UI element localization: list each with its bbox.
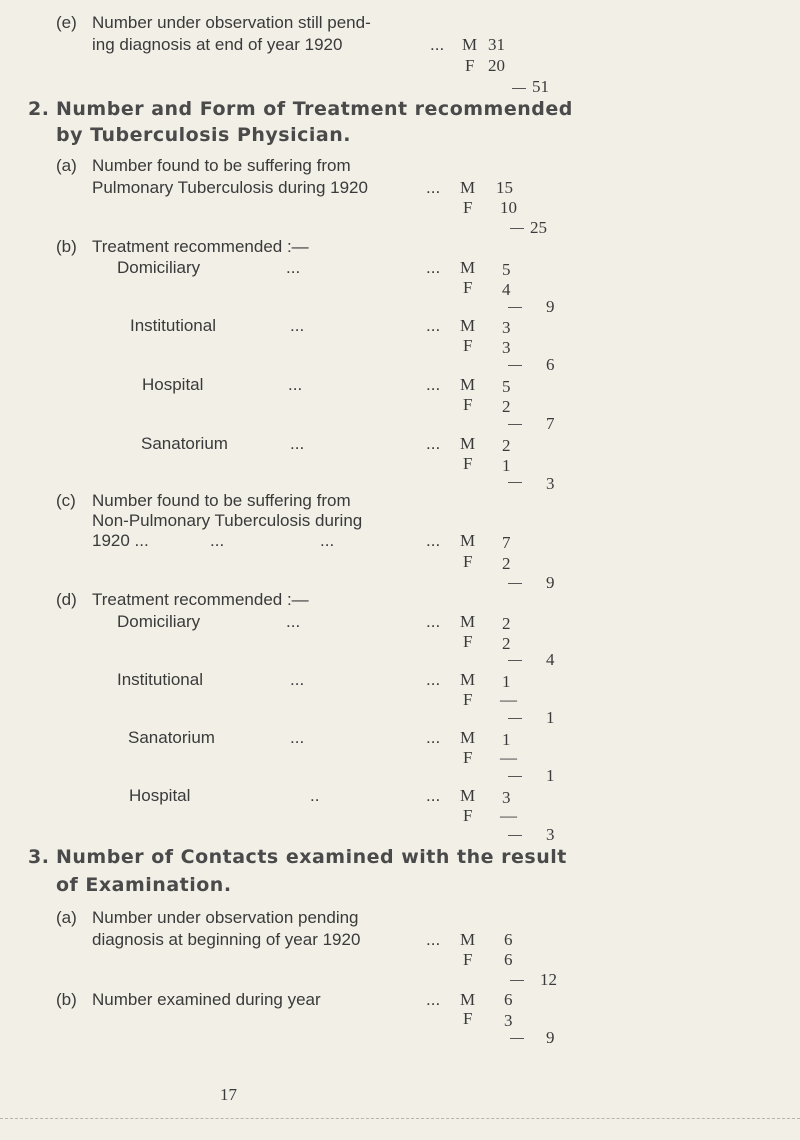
item-2c-f-label: F	[463, 552, 473, 571]
item-2b-row-label: Sanatorium	[141, 434, 228, 453]
item-e-f-value: 20	[488, 56, 505, 75]
item-2d-row-dots: ...	[286, 612, 301, 631]
item-e-marker: (e)	[56, 13, 77, 32]
item-2d-row-f-label: F	[463, 748, 473, 767]
item-3b-dots: ...	[426, 990, 441, 1009]
item-3a-f-value: 6	[504, 950, 513, 969]
item-2b-row-f-value: 3	[502, 338, 511, 357]
item-2c-line1: Number found to be suffering from	[92, 491, 351, 510]
item-2b-row-m-label: M	[460, 375, 476, 394]
item-2b-row-f-value: 4	[502, 280, 511, 299]
total-dash	[512, 88, 526, 89]
item-2b-row-f-value: 1	[502, 456, 511, 475]
section-3-heading-line2: of Examination.	[56, 874, 232, 896]
item-2b-row-dots: ...	[290, 316, 305, 335]
item-2a-f-value: 10	[500, 198, 517, 217]
item-2a-m-value: 15	[496, 178, 513, 197]
item-2b-row-label: Hospital	[142, 375, 204, 394]
section-2-number: 2.	[28, 98, 50, 120]
item-3b-m-value: 6	[504, 990, 513, 1009]
item-3a-marker: (a)	[56, 908, 77, 927]
item-2b-row-m-label: M	[460, 258, 476, 277]
item-2c-dots: ...	[426, 531, 441, 550]
total-dash	[508, 365, 522, 366]
item-e-line2: ing diagnosis at end of year 1920	[92, 35, 343, 54]
item-2d-row-m-value: 3	[502, 788, 511, 807]
item-2d-row-m-value: 1	[502, 672, 511, 691]
item-2c-dots: ...	[210, 531, 225, 550]
item-2d-row-f-value: —	[500, 690, 517, 709]
item-2b-row-f-label: F	[463, 336, 473, 355]
item-3b-m-label: M	[460, 990, 476, 1009]
section-2-heading-line1: Number and Form of Treatment recommended	[56, 98, 573, 120]
item-3a-line1: Number under observation pending	[92, 908, 359, 927]
item-3b-marker: (b)	[56, 990, 77, 1009]
item-2a-line1: Number found to be suffering from	[92, 156, 351, 175]
item-3b-f-value: 3	[504, 1011, 513, 1030]
item-2a-marker: (a)	[56, 156, 77, 175]
item-2d-row-dots: ...	[290, 728, 305, 747]
item-2b-row-total: 9	[546, 297, 555, 316]
item-2c-total: 9	[546, 573, 555, 592]
item-2b-row-f-value: 2	[502, 397, 511, 416]
item-2d-row-label: Domiciliary	[117, 612, 201, 631]
total-dash	[508, 776, 522, 777]
item-2b-row-m-value: 5	[502, 260, 511, 279]
item-2b-marker: (b)	[56, 237, 77, 256]
item-2b-row-dots: ...	[290, 434, 305, 453]
item-2b-row-m-value: 2	[502, 436, 511, 455]
item-2c-m-value: 7	[502, 533, 511, 552]
item-2b-row-dots: ...	[286, 258, 301, 277]
section-3-heading-line1: Number of Contacts examined with the result	[56, 846, 567, 868]
item-2d-row-label: Institutional	[117, 670, 203, 689]
item-2b-heading: Treatment recommended :—	[92, 237, 309, 256]
section-2-heading-line2: by Tuberculosis Physician.	[56, 124, 351, 146]
item-2c-line2: Non-Pulmonary Tuberculosis during	[92, 511, 363, 530]
item-2d-row-total: 3	[546, 825, 555, 844]
item-2d-row-f-value: —	[500, 748, 517, 767]
item-2c-line3: 1920 ...	[92, 531, 149, 550]
item-2d-marker: (d)	[56, 590, 77, 609]
item-2d-row-m-label: M	[460, 786, 476, 805]
item-2c-f-value: 2	[502, 554, 511, 573]
item-3a-f-label: F	[463, 950, 473, 969]
item-2d-heading: Treatment recommended :—	[92, 590, 309, 609]
total-dash	[510, 1038, 524, 1039]
item-2d-row-f-label: F	[463, 690, 473, 709]
item-e-dots: ...	[430, 35, 445, 54]
total-dash	[510, 228, 524, 229]
item-2b-row-dots: ...	[426, 375, 441, 394]
item-3b-line1: Number examined during year	[92, 990, 321, 1009]
item-2b-row-total: 3	[546, 474, 555, 493]
item-3a-m-label: M	[460, 930, 476, 949]
item-2d-row-dots: ...	[426, 786, 441, 805]
item-2c-marker: (c)	[56, 491, 76, 510]
item-3a-m-value: 6	[504, 930, 513, 949]
item-2d-row-m-label: M	[460, 670, 476, 689]
item-2a-dots: ...	[426, 178, 441, 197]
item-2b-row-total: 6	[546, 355, 555, 374]
item-e-total: 51	[532, 77, 549, 96]
item-e-f-label: F	[465, 56, 475, 75]
item-2c-m-label: M	[460, 531, 476, 550]
item-2b-row-m-value: 3	[502, 318, 511, 337]
section-3-number: 3.	[28, 846, 50, 868]
item-2b-row-f-label: F	[463, 454, 473, 473]
item-2b-row-dots: ...	[426, 316, 441, 335]
item-2b-row-f-label: F	[463, 278, 473, 297]
item-2d-row-m-label: M	[460, 612, 476, 631]
item-2d-row-dots: ..	[310, 786, 320, 805]
item-3a-dots: ...	[426, 930, 441, 949]
total-dash	[508, 835, 522, 836]
item-2d-row-m-value: 1	[502, 730, 511, 749]
item-2d-row-total: 4	[546, 650, 555, 669]
item-3a-total: 12	[540, 970, 557, 989]
item-2b-row-m-label: M	[460, 316, 476, 335]
total-dash	[508, 307, 522, 308]
item-2b-row-m-value: 5	[502, 377, 511, 396]
item-2a-total: 25	[530, 218, 547, 237]
item-2d-row-label: Sanatorium	[128, 728, 215, 747]
item-2d-row-m-label: M	[460, 728, 476, 747]
item-3b-f-label: F	[463, 1009, 473, 1028]
item-2d-row-m-value: 2	[502, 614, 511, 633]
total-dash	[508, 718, 522, 719]
total-dash	[508, 660, 522, 661]
item-e-m-value: 31	[488, 35, 505, 54]
item-2d-row-dots: ...	[426, 612, 441, 631]
total-dash	[508, 424, 522, 425]
item-2b-row-total: 7	[546, 414, 555, 433]
item-2b-row-f-label: F	[463, 395, 473, 414]
total-dash	[510, 980, 524, 981]
item-2b-row-label: Domiciliary	[117, 258, 201, 277]
item-2d-row-f-label: F	[463, 632, 473, 651]
item-e-line1: Number under observation still pend-	[92, 13, 371, 32]
item-2d-row-f-label: F	[463, 806, 473, 825]
item-2b-row-dots: ...	[288, 375, 303, 394]
total-dash	[508, 482, 522, 483]
item-2a-line2: Pulmonary Tuberculosis during 1920	[92, 178, 368, 197]
item-2d-row-f-value: 2	[502, 634, 511, 653]
item-2b-row-label: Institutional	[130, 316, 216, 335]
item-e-m-label: M	[462, 35, 478, 54]
item-2d-row-dots: ...	[426, 670, 441, 689]
item-2b-row-dots: ...	[426, 258, 441, 277]
item-2b-row-dots: ...	[426, 434, 441, 453]
page-edge-rule	[0, 1118, 800, 1120]
item-2d-row-total: 1	[546, 708, 555, 727]
page-number: 17	[220, 1085, 237, 1104]
item-3a-line2: diagnosis at beginning of year 1920	[92, 930, 361, 949]
item-2d-row-dots: ...	[426, 728, 441, 747]
item-2d-row-label: Hospital	[129, 786, 191, 805]
item-2a-f-label: F	[463, 198, 473, 217]
item-2d-row-f-value: —	[500, 806, 517, 825]
item-2d-row-dots: ...	[290, 670, 305, 689]
item-2d-row-total: 1	[546, 766, 555, 785]
total-dash	[508, 583, 522, 584]
item-2c-dots: ...	[320, 531, 335, 550]
item-2b-row-m-label: M	[460, 434, 476, 453]
item-2a-m-label: M	[460, 178, 476, 197]
item-3b-total: 9	[546, 1028, 555, 1047]
